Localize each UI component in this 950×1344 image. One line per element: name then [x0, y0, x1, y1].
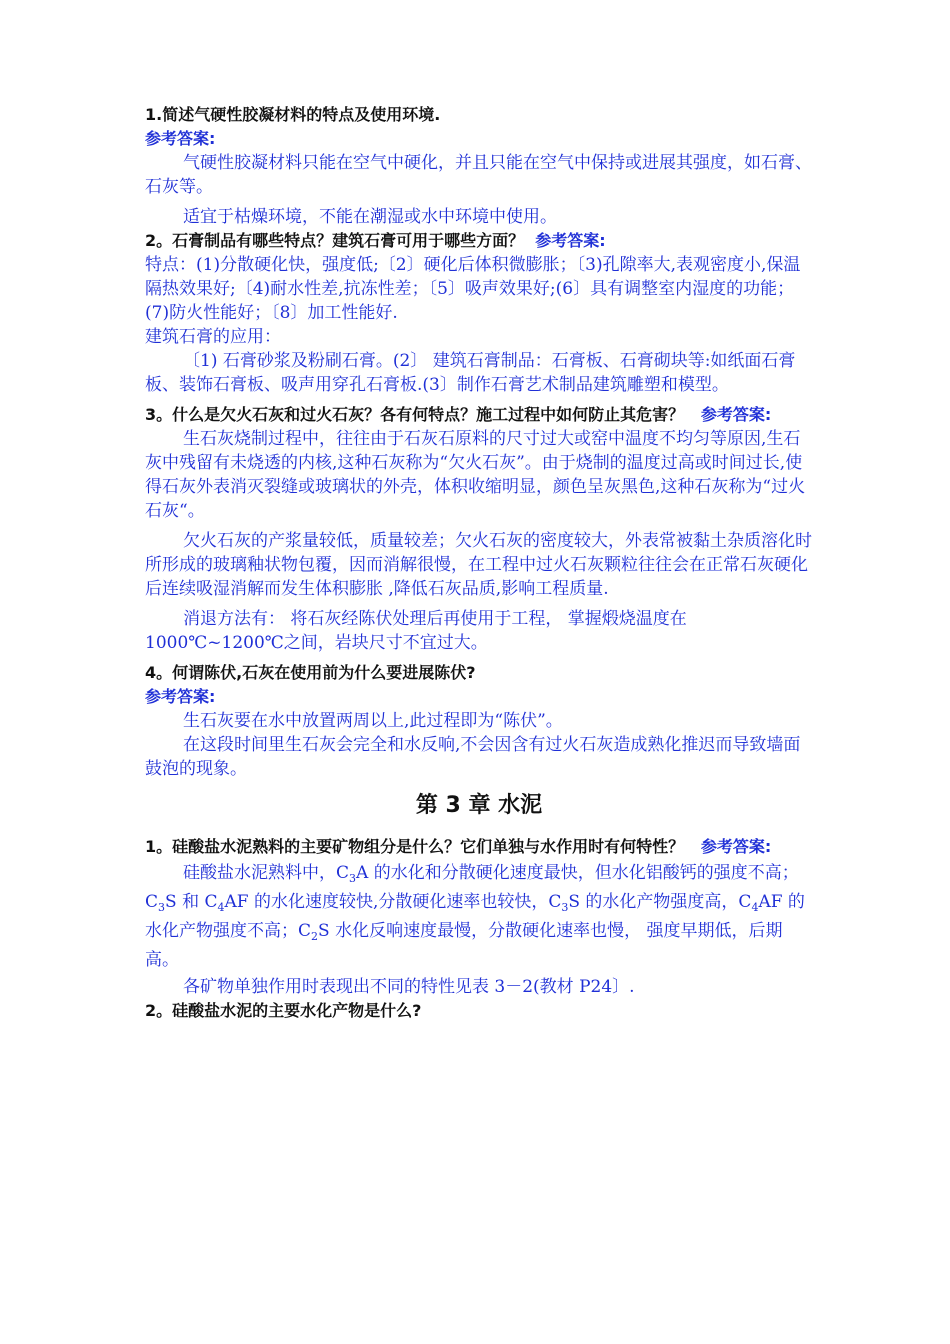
question-1-title: 1.简述气硬性胶凝材料的特点及使用环境.: [145, 105, 441, 124]
text-run: S 和 C: [165, 892, 218, 912]
text-run: 硅酸盐水泥熟料中，C: [183, 863, 350, 883]
chapter-heading: 第 3 章 水泥: [415, 793, 543, 818]
subscript: 2: [311, 930, 319, 943]
answer-label: [145, 685, 813, 709]
question-3-title: [145, 403, 813, 427]
text-run: AF 的水化速度较快,分散硬化速率也较快，C: [224, 892, 562, 912]
answer-subheading: 建筑石膏的应用：: [145, 327, 281, 347]
answer-label-text: 参: [700, 405, 717, 424]
answer-label-text: 参: [700, 837, 717, 856]
answer-label-text: 参考答案:: [535, 231, 606, 250]
text-run: S 水化反响速度最慢，分散硬化速率也慢， 强度早期低，后期高。: [145, 921, 783, 970]
answer-paragraph: 消退方法有： 将石灰经陈伏处理后再使用于工程， 掌握煅烧温度在1000℃~1200℃之间，岩块尺寸不宜过大。: [145, 609, 687, 653]
answer-paragraph: 生石灰烧制过程中，往往由于石灰石原料的尺寸过大或窑中温度不均匀等原因,生石灰中残留有未烧透的内核,这种石灰称为“欠火石灰”。由于烧制的温度过高或时间过长,使得石灰外表消灭裂缝或玻璃状的外壳，体积收缩明显，颜色呈灰黑色,这种石灰称为“过火石灰“。: [145, 429, 806, 521]
subscript: 3: [561, 901, 569, 914]
chapter-question-1-title-text: 1。硅酸盐水泥熟料的主要矿物组分是什么？它们单独与水作用时有何特性？: [145, 837, 685, 856]
answer-label-text: 参考答案:: [145, 129, 216, 148]
text-run: S 的水化产物强度高，C: [568, 892, 752, 912]
answer-label-text: 考答案:: [716, 837, 772, 856]
question-3-title-text: 3。什么是欠火石灰和过火石灰？各有何特点？施工过程中如何防止其危害？: [145, 405, 685, 424]
subscript: 4: [751, 901, 759, 914]
subscript: 3: [158, 901, 166, 914]
answer-label-text: 考答案:: [716, 405, 772, 424]
answer-paragraph: [145, 859, 813, 975]
answer-paragraph: 欠火石灰的产浆量较低，质量较差；欠火石灰的密度较大，外表常被黏土杂质溶化时所形成的玻璃釉状物包覆，因而消解很慢，在工程中过火石灰颗粒往往会在正常石灰硬化后连续吸湿消解而发生体积膨胀 ,降低石灰品质,影响工程质量.: [145, 531, 812, 599]
answer-paragraph: 在这段时间里生石灰会完全和水反响,不会因含有过火石灰造成熟化推迟而导致墙面鼓泡的现象。: [145, 735, 801, 779]
subscript: 4: [217, 901, 225, 914]
question-4-title: 4。何谓陈伏,石灰在使用前为什么要进展陈伏?: [145, 663, 476, 682]
chapter-question-2-title: 2。硅酸盐水泥的主要水化产物是什么?: [145, 1001, 422, 1020]
text-run: AF 的水化产物强度不高；C: [145, 892, 805, 941]
answer-paragraph: 〔1) 石膏砂浆及粉刷石膏。(2〕 建筑石膏制品：石膏板、石膏砌块等:如纸面石膏板、装饰石膏板、吸声用穿孔石膏板.(3〕制作石膏艺术制品建筑雕塑和模型。: [145, 351, 796, 395]
answer-label-text: 参考答案:: [145, 687, 216, 706]
answer-paragraph: 特点：(1)分散硬化快，强度低;〔2〕硬化后体积微膨胀；〔3)孔隙率大,表观密度小,保温隔热效果好;〔4)耐水性差,抗冻性差；〔5〕吸声效果好;(6〕具有调整室内湿度的功能；(7)防火性能好；〔8〕加工性能好.: [145, 255, 801, 323]
chapter-question-1-title: [145, 835, 813, 859]
answer-paragraph: 适宜于枯燥环境，不能在潮湿或水中环境中使用。: [183, 207, 557, 227]
answer-label: [145, 127, 813, 151]
subscript: 3: [349, 872, 357, 885]
answer-paragraph: 生石灰要在水中放置两周以上,此过程即为“陈伏”。: [183, 711, 563, 731]
answer-paragraph: 气硬性胶凝材料只能在空气中硬化，并且只能在空气中保持或进展其强度，如石膏、石灰等。: [145, 153, 812, 197]
answer-paragraph: 各矿物单独作用时表现出不同的特性见表 3－2(教材 P24〕.: [183, 977, 635, 997]
document-content: [145, 103, 813, 1023]
question-2-title: [145, 229, 813, 253]
question-2-title-text: 2。石膏制品有哪些特点？建筑石膏可用于哪些方面？: [145, 231, 525, 250]
text-run: A 的水化和分散硬化速度最快，但水化铝酸钙的强度不高；C: [145, 863, 799, 912]
